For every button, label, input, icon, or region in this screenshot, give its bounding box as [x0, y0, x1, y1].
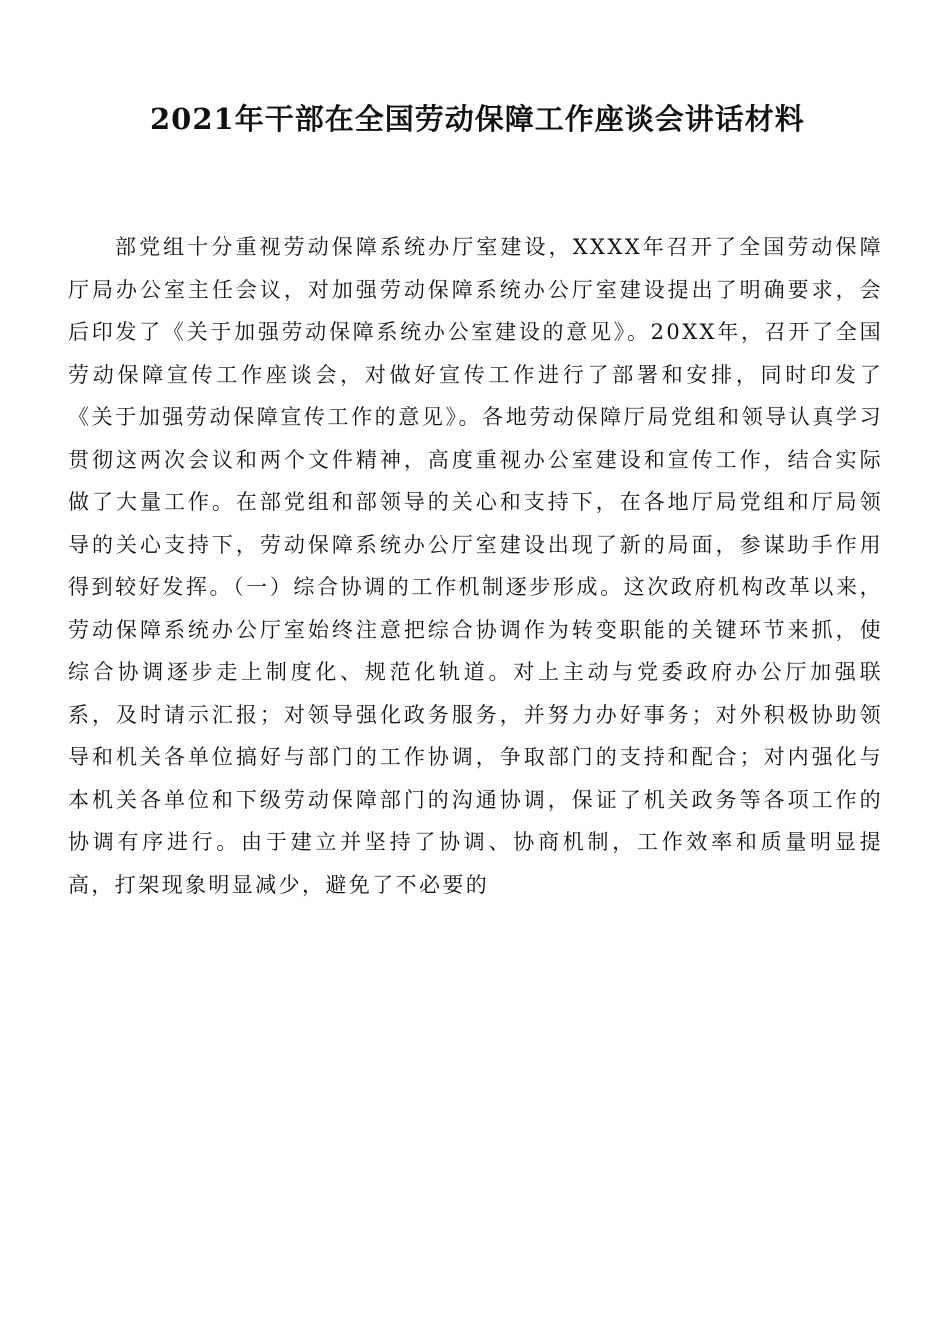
document-body-paragraph: 部党组十分重视劳动保障系统办厅室建设，XXXX年召开了全国劳动保障厅局办公室主任会议，对加强劳动保障系统办公厅室建设提出了明确要求，会后印发了《关于加强劳动保障系统办公室建设的意见》。20XX年，召开了全国劳动保障宣传工作座谈会，对做好宣传工作进行了部署和安排，同时印发了《关于加强劳动保障宣传工作的意见》。各地劳动保障厅局党组和领导认真学习贯彻这两次会议和两个文件精神，高度重视办公室建设和宣传工作，结合实际做了大量工作。在部党组和部领导的关心和支持下，在各地厅局党组和厅局领导的关心支持下，劳动保障系统办公厅室建设出现了新的局面，参谋助手作用得到较好发挥。（一）综合协调的工作机制逐步形成。这次政府机构改革以来，劳动保障系统办公厅室始终注意把综合协调作为转变职能的关键环节来抓，使综合协调逐步走上制度化、规范化轨道。对上主动与党委政府办公厅加强联系，及时请示汇报；对领导强化政务服务，并努力办好事务；对外积极协助领导和机关各单位搞好与部门的工作协调，争取部门的支持和配合；对内强化与本机关各单位和下级劳动保障部门的沟通协调，保证了机关政务等各项工作的协调有序进行。由于建立并坚持了协调、协商机制，工作效率和质量明显提高，打架现象明显减少，避免了不必要的 — [68, 235, 883, 897]
document-title: 2021年干部在全国劳动保障工作座谈会讲话材料 — [150, 102, 805, 136]
